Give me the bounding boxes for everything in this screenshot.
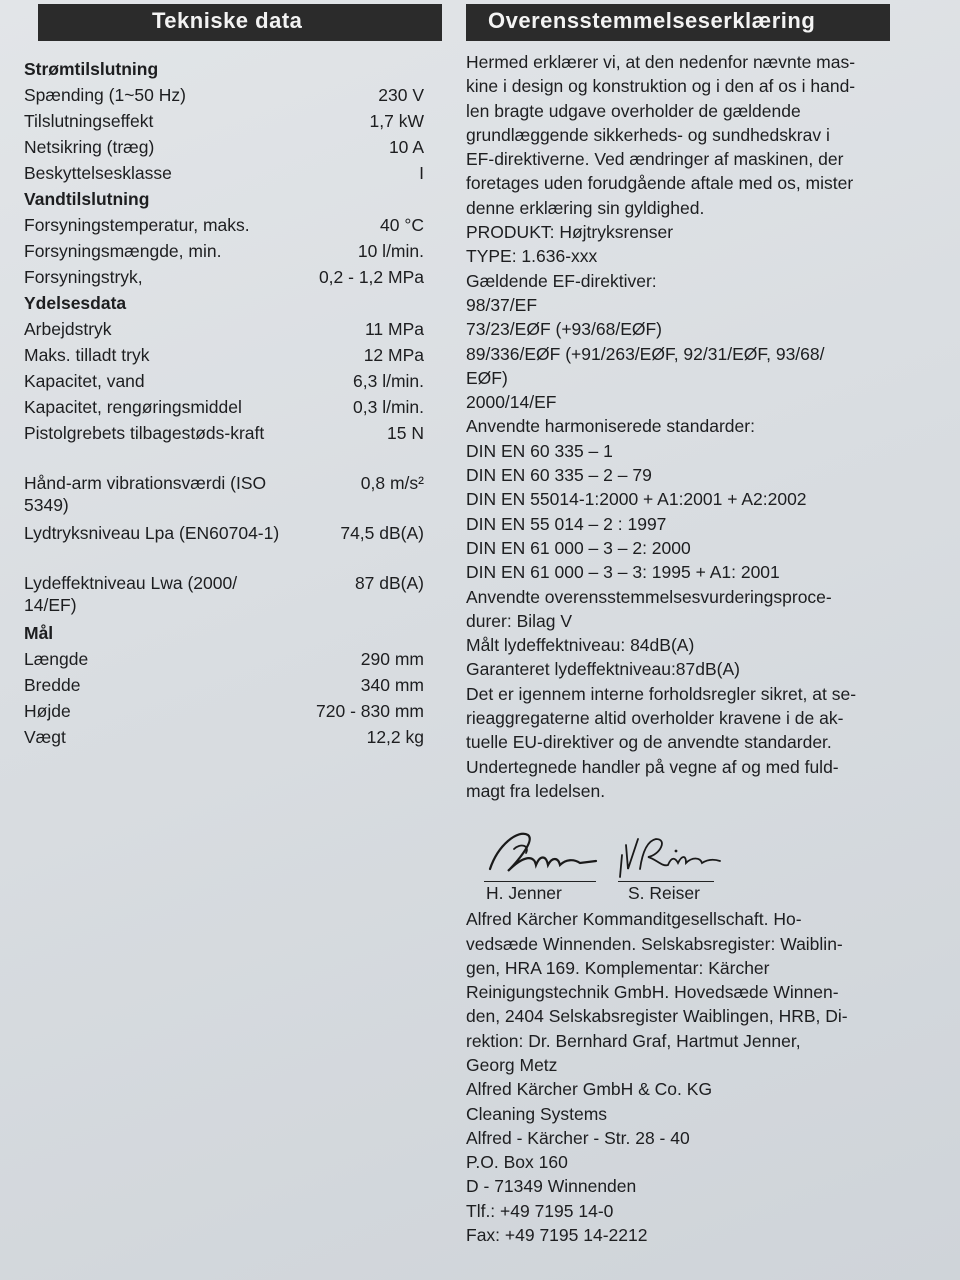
company-line: den, 2404 Selskabsregister Waiblingen, HRB, Di- bbox=[466, 1006, 848, 1027]
company-line: gen, HRA 169. Komplementar: Kärcher bbox=[466, 957, 770, 978]
tech-row bbox=[24, 318, 444, 344]
tech-label: Højde bbox=[24, 701, 71, 721]
tech-value: 15 N bbox=[387, 423, 424, 443]
declaration-line: 2000/14/EF bbox=[466, 392, 557, 413]
declaration-line: Gældende EF-direktiver: bbox=[466, 270, 657, 291]
tech-row bbox=[24, 422, 444, 472]
tech-row bbox=[24, 472, 444, 522]
tech-row bbox=[24, 214, 444, 240]
company-info bbox=[466, 907, 898, 1247]
tech-value: 0,3 l/min. bbox=[353, 397, 424, 417]
tech-label: Arbejdstryk bbox=[24, 319, 112, 339]
company-line: Alfred Kärcher GmbH & Co. KG bbox=[466, 1079, 713, 1100]
declaration-line: denne erklæring sin gyldighed. bbox=[466, 197, 705, 218]
tech-row bbox=[24, 162, 444, 188]
reiser-name: S. Reiser bbox=[628, 883, 700, 904]
declaration-line: DIN EN 55 014 – 2 : 1997 bbox=[466, 513, 667, 534]
tech-value: 10 A bbox=[388, 137, 424, 157]
declaration-text bbox=[466, 50, 898, 803]
tech-category-label: Vandtilslutning bbox=[24, 189, 150, 209]
tech-row bbox=[24, 674, 444, 700]
signatures-block bbox=[466, 825, 898, 907]
tech-value: 1,7 kW bbox=[369, 111, 424, 131]
tech-label: Lydeffektniveau Lwa (2000/ 14/EF) bbox=[24, 573, 238, 615]
tech-value: 87 dB(A) bbox=[354, 573, 424, 593]
tech-category-label: Strømtilslutning bbox=[24, 59, 159, 79]
tech-value: 0,2 - 1,2 MPa bbox=[318, 267, 424, 287]
declaration-line: EF-direktiverne. Ved ændringer af maskinen, der bbox=[466, 149, 844, 170]
tech-label: Beskyttelsesklasse bbox=[24, 163, 172, 183]
declaration-line: DIN EN 55014-1:2000 + A1:2001 + A2:2002 bbox=[466, 489, 807, 510]
declaration-line: DIN EN 61 000 – 3 – 3: 1995 + A1: 2001 bbox=[466, 562, 780, 583]
tech-label: Vægt bbox=[24, 727, 66, 747]
tech-row bbox=[24, 136, 444, 162]
declaration-line: Undertegnede handler på vegne af og med fuld- bbox=[466, 756, 839, 777]
company-line: Alfred - Kärcher - Str. 28 - 40 bbox=[466, 1127, 690, 1148]
tech-label: Netsikring (træg) bbox=[24, 137, 155, 157]
tech-row bbox=[24, 572, 444, 622]
declaration-line: durer: Bilag V bbox=[466, 610, 573, 631]
company-line: Georg Metz bbox=[466, 1054, 558, 1075]
tech-label: Forsyningstryk, bbox=[24, 267, 143, 287]
tech-row bbox=[24, 648, 444, 674]
tech-row bbox=[24, 266, 444, 292]
tech-category-row bbox=[24, 188, 444, 214]
tech-row bbox=[24, 110, 444, 136]
tech-label: Forsyningstemperatur, maks. bbox=[24, 215, 250, 235]
tech-value: 230 V bbox=[378, 85, 424, 105]
declaration-line: kine i design og konstruktion og i den af os i hand- bbox=[466, 76, 856, 97]
declaration-section bbox=[466, 4, 898, 1247]
declaration-line: EØF) bbox=[466, 367, 508, 388]
tech-value: 6,3 l/min. bbox=[353, 371, 424, 391]
tech-row bbox=[24, 700, 444, 726]
company-line: Cleaning Systems bbox=[466, 1103, 608, 1124]
tech-value: 74,5 dB(A) bbox=[340, 523, 424, 543]
tech-row bbox=[24, 84, 444, 110]
tech-value: 12 MPa bbox=[363, 345, 424, 365]
tech-category-row bbox=[24, 58, 444, 84]
company-line: vedsæde Winnenden. Selskabsregister: Waiblin- bbox=[466, 933, 843, 954]
company-line: P.O. Box 160 bbox=[466, 1152, 568, 1173]
tech-label: Forsyningsmængde, min. bbox=[24, 241, 222, 261]
tech-label: Kapacitet, rengøringsmiddel bbox=[24, 397, 242, 417]
declaration-line: 98/37/EF bbox=[466, 294, 538, 315]
tech-label: Tilslutningseffekt bbox=[24, 111, 154, 131]
declaration-line: Anvendte overensstemmelsesvurderingsproce- bbox=[466, 586, 832, 607]
declaration-line: magt fra ledelsen. bbox=[466, 780, 606, 801]
declaration-line: Garanteret lydeffektniveau:87dB(A) bbox=[466, 659, 741, 680]
tech-value: 40 °C bbox=[380, 215, 424, 235]
tech-value: 11 MPa bbox=[364, 319, 424, 339]
declaration-line: DIN EN 60 335 – 1 bbox=[466, 440, 613, 461]
tech-value: 10 l/min. bbox=[357, 241, 424, 261]
tech-label: Lydtryksniveau Lpa (EN60704-1) bbox=[24, 523, 280, 543]
declaration-line: tuelle EU-direktiver og de anvendte standarder. bbox=[466, 732, 832, 753]
tech-row bbox=[24, 344, 444, 370]
tech-category-label: Ydelsesdata bbox=[24, 293, 127, 313]
tech-data-heading: Tekniske data bbox=[38, 4, 442, 41]
tech-category-row bbox=[24, 622, 444, 648]
declaration-line: Anvendte harmoniserede standarder: bbox=[466, 416, 755, 437]
company-line: Fax: +49 7195 14-2212 bbox=[466, 1225, 648, 1246]
tech-row bbox=[24, 726, 444, 752]
tech-value: I bbox=[419, 163, 424, 183]
declaration-line: len bragte udgave overholder de gældende bbox=[466, 100, 801, 121]
company-line: D - 71349 Winnenden bbox=[466, 1176, 637, 1197]
declaration-line: grundlæggende sikkerheds- og sundhedskrav i bbox=[466, 124, 830, 145]
declaration-heading: Overensstemmelseserklæring bbox=[466, 4, 890, 41]
company-line: Tlf.: +49 7195 14-0 bbox=[466, 1200, 614, 1221]
tech-value: 290 mm bbox=[360, 649, 424, 669]
declaration-line: DIN EN 61 000 – 3 – 2: 2000 bbox=[466, 537, 691, 558]
tech-label: Pistolgrebets tilbagestøds-kraft bbox=[24, 423, 265, 443]
declaration-line: 73/23/EØF (+93/68/EØF) bbox=[466, 319, 662, 340]
declaration-line: Hermed erklærer vi, at den nedenfor nævnte mas- bbox=[466, 52, 856, 72]
tech-row bbox=[24, 370, 444, 396]
reiser-signature-line bbox=[618, 881, 714, 882]
company-line: Alfred Kärcher Kommanditgesellschaft. Ho- bbox=[466, 909, 802, 930]
declaration-line: 89/336/EØF (+91/263/EØF, 92/31/EØF, 93/68/ bbox=[466, 343, 825, 364]
tech-label: Spænding (1~50 Hz) bbox=[24, 85, 186, 105]
tech-label: Maks. tilladt tryk bbox=[24, 345, 150, 365]
jenner-signature bbox=[484, 825, 604, 881]
declaration-line: rieaggregaterne altid overholder kravene i de ak- bbox=[466, 708, 844, 729]
declaration-line: Målt lydeffektniveau: 84dB(A) bbox=[466, 635, 695, 656]
tech-data-section bbox=[24, 4, 444, 752]
tech-label: Hånd-arm vibrationsværdi (ISO 5349) bbox=[24, 473, 267, 515]
jenner-signature-line bbox=[484, 881, 596, 882]
tech-row bbox=[24, 240, 444, 266]
declaration-line: PRODUKT: Højtryksrenser bbox=[466, 222, 674, 243]
tech-value: 720 - 830 mm bbox=[316, 701, 424, 721]
tech-value: 340 mm bbox=[360, 675, 424, 695]
declaration-line: DIN EN 60 335 – 2 – 79 bbox=[466, 465, 652, 486]
jenner-name: H. Jenner bbox=[486, 883, 562, 904]
declaration-line: Det er igennem interne forholdsregler sikret, at se- bbox=[466, 683, 857, 704]
tech-label: Bredde bbox=[24, 675, 81, 695]
reiser-signature bbox=[616, 825, 726, 881]
tech-category-row bbox=[24, 292, 444, 318]
company-line: rektion: Dr. Bernhard Graf, Hartmut Jenner, bbox=[466, 1030, 801, 1051]
tech-category-label: Mål bbox=[24, 623, 54, 643]
tech-data-table bbox=[24, 58, 444, 752]
declaration-line: TYPE: 1.636-xxx bbox=[466, 246, 598, 267]
tech-label: Kapacitet, vand bbox=[24, 371, 145, 391]
declaration-line: foretages uden forudgående aftale med os, mister bbox=[466, 173, 854, 194]
tech-row bbox=[24, 522, 444, 572]
tech-label: Længde bbox=[24, 649, 89, 669]
tech-value: 0,8 m/s² bbox=[360, 473, 424, 493]
tech-value: 12,2 kg bbox=[366, 727, 424, 747]
company-line: Reinigungstechnik GmbH. Hovedsæde Winnen- bbox=[466, 982, 839, 1003]
tech-row bbox=[24, 396, 444, 422]
